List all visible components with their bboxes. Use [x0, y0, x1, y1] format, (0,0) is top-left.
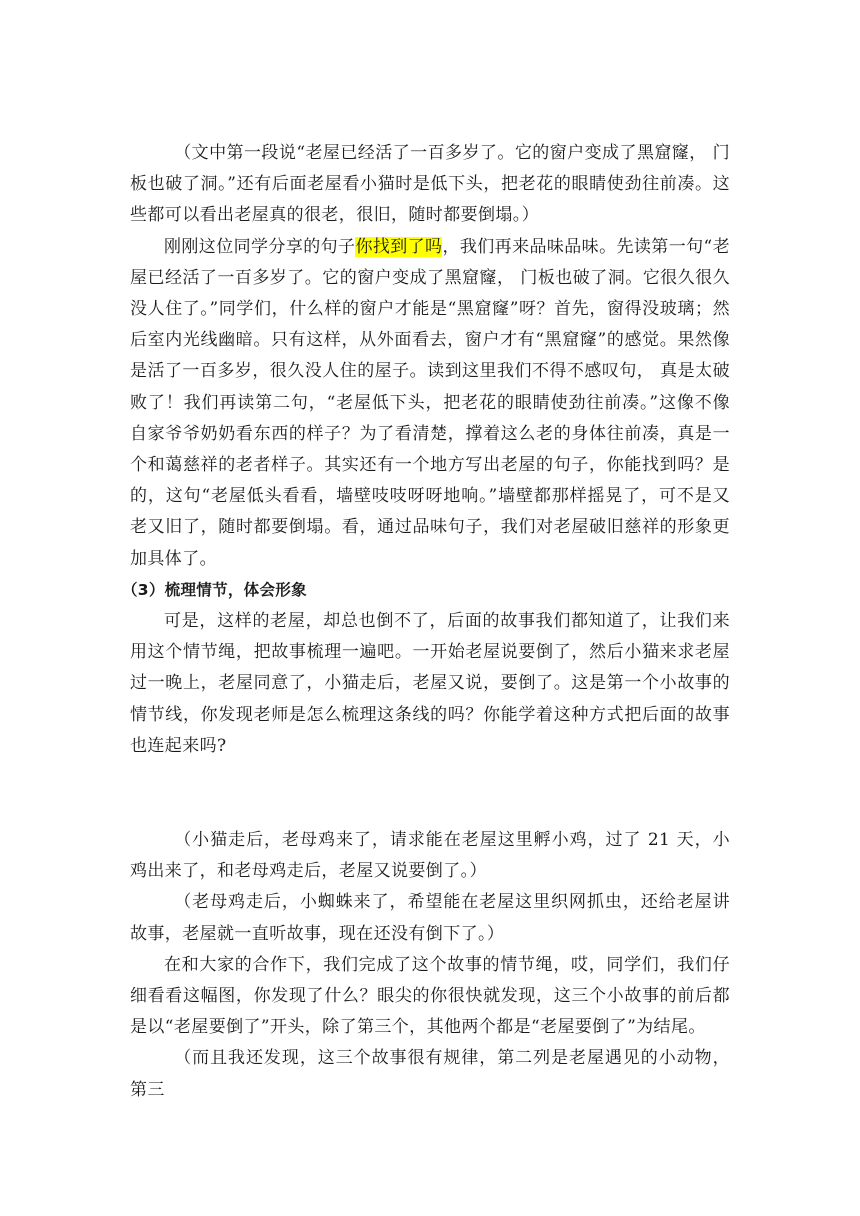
blank-space [130, 762, 730, 825]
answer-note-paragraph-2: （小猫走后，老母鸡来了，请求能在老屋这里孵小鸡，过了 21 天，小鸡出来了，和老母鸡走后，老屋又说要倒了。） [130, 830, 730, 882]
paragraph-text-after-highlight: ，我们再来品味品味。先读第一句“老屋已经活了一百多岁了。它的窗户变成了黑窟窿， 门板也破了洞。它很久很久没人住了。”同学们，什么样的窗户才能是“黑窟窿”呀？首先，窗得没玻璃；然后室内光线幽暗。只有这样，从外面看去，窗户才有“黑窟窿”的感觉。果然像是活了一百多岁，很久没人住的屋子。读到这里我们不得不感叹句， 真是太破败了！我们再读第二句，“老屋低下头，把老花的眼睛使劲往前凑。”这像不像自家爷爷奶奶看东西的样子？为了看清楚，撑着这么老的身体往前凑，真是一个和蔼慈祥的老者样子。其实还有一个地方写出老屋的句子，你能找到吗？是的，这句“老屋低头看看，墙壁吱吱呀呀地响。”墙壁都那样摇晃了，可不是又老又旧了，随时都要倒塌。看，通过品味句子，我们对老屋破旧慈祥的形象更加具体了。 [130, 236, 730, 569]
summary-paragraph: 在和大家的合作下，我们完成了这个故事的情节绳，哎，同学们，我们仔细看看这幅图，你发现了什么？眼尖的你很快就发现，这三个小故事的前后都是以“老屋要倒了”开头，除了第三个，其他两个都是“老屋要倒了”为结尾。 [130, 954, 730, 1038]
document-body [122, 138, 730, 1106]
paragraph-text-before-highlight: 刚刚这位同学分享的句子 [164, 236, 356, 257]
analysis-paragraph [130, 232, 730, 575]
answer-note-paragraph-4: （而且我还发现，这三个故事很有规律，第二列是老屋遇见的小动物，第三 [130, 1048, 730, 1100]
plot-paragraph: 可是，这样的老屋，却总也倒不了，后面的故事我们都知道了，让我们来用这个情节绳，把故事梳理一遍吧。一开始老屋说要倒了，然后小猫来求老屋过一晚上，老屋同意了，小猫走后，老屋又说，要倒了。这是第一个小故事的情节线，你发现老师是怎么梳理这条线的吗？你能学着这种方式把后面的故事也连起来吗? [130, 611, 730, 756]
answer-note-paragraph-3: （老母鸡走后，小蜘蛛来了，希望能在老屋这里织网抓虫，还给老屋讲故事，老屋就一直听故事，现在还没有倒下了。） [130, 892, 730, 944]
highlighted-text: 你找到了吗 [355, 236, 443, 257]
answer-note-paragraph-1: （文中第一段说“老屋已经活了一百多岁了。它的窗户变成了黑窟窿， 门板也破了洞。”还有后面老屋看小猫时是低下头，把老花的眼睛使劲往前凑。这些都可以看出老屋真的很老，很旧，随时都要倒塌。） [130, 143, 730, 226]
section-heading: （3）梳理情节，体会形象 [122, 580, 307, 599]
